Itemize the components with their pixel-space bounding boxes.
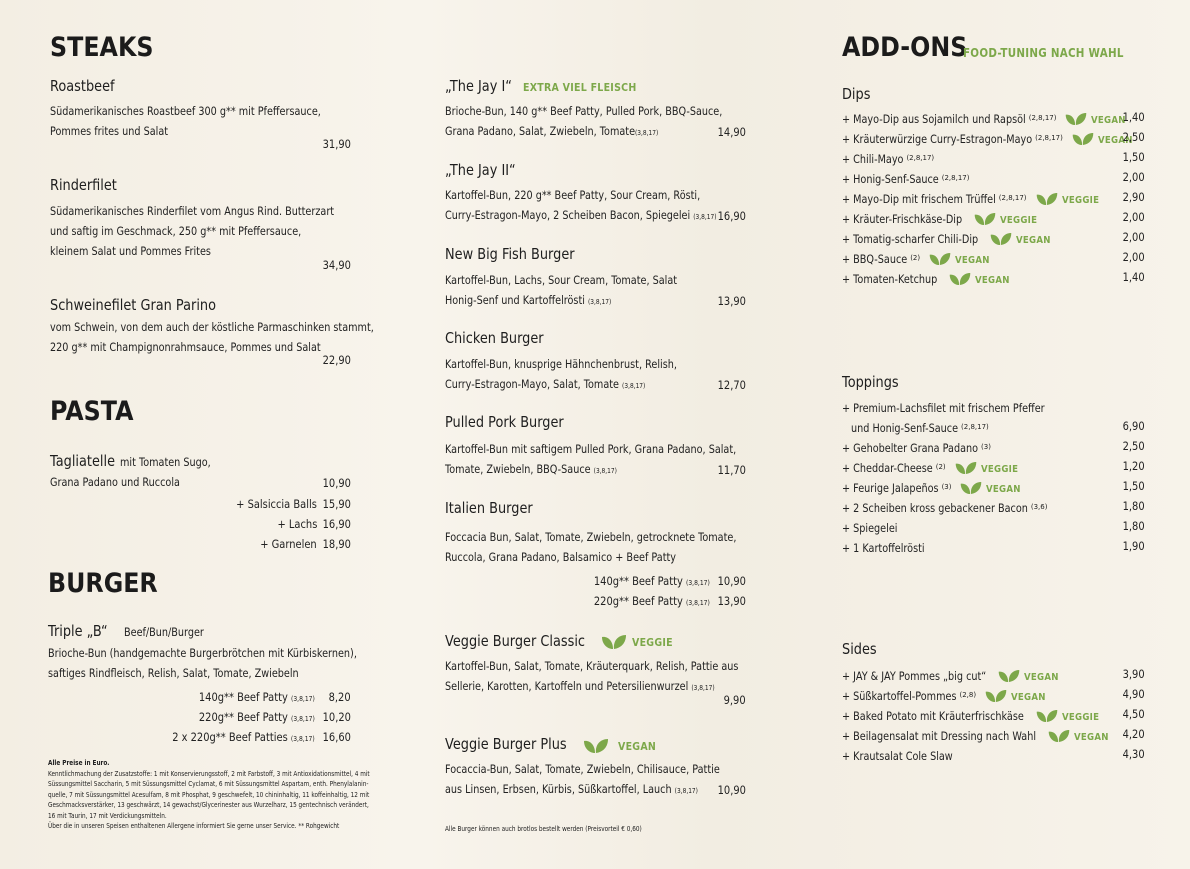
leaf-icon <box>600 633 628 651</box>
leaf-icon <box>1035 708 1059 724</box>
item-name: Veggie Burger Plus <box>445 735 567 753</box>
extra-label: + Lachs <box>277 517 317 531</box>
addon-item <box>842 249 920 269</box>
item-price: 13,90 <box>717 294 746 308</box>
item-price: 10,90 <box>717 783 746 797</box>
addon-label: + 1 Kartoffelrösti <box>842 541 925 555</box>
allergen-code: (3,8,17) <box>593 467 617 475</box>
sides-title: Sides <box>842 640 877 658</box>
item-desc <box>445 676 715 698</box>
item-desc: Brioche-Bun, 140 g** Beef Patty, Pulled Pork, BBQ-Sauce, <box>445 104 723 118</box>
vegan-tag: VEGAN <box>1016 235 1051 246</box>
leaf-icon <box>1071 131 1095 147</box>
allergen-code: (2,8) <box>959 691 977 699</box>
allergen-code: (3,8,17) <box>291 715 315 723</box>
vegan-badge <box>989 230 1056 248</box>
variant-text: 140g** Beef Patty <box>594 574 684 588</box>
allergen-code: (3,8,17) <box>693 213 717 221</box>
item-desc: Grana Padano und Ruccola <box>50 475 180 489</box>
item-price: 10,90 <box>322 476 351 490</box>
variant-price: 10,90 <box>717 574 746 588</box>
addon-price: 4,20 <box>1122 727 1145 741</box>
item-name: Pulled Pork Burger <box>445 413 564 431</box>
vegan-tag: VEGAN <box>1097 135 1133 146</box>
footnote-line: Geschmacksverstärker, 13 geschwärzt, 14 gewachst/Glycerinester aus Wurzelharz, 15 gentechnisch verändert, <box>48 801 369 809</box>
addon-label: + Premium-Lachsfilet mit frischem Pfeffer <box>842 401 1045 415</box>
footnote-line: quelle, 7 mit Süssungsmittel Acesulfam, 8 mit Phosphat, 9 geschwefelt, 10 chininhaltig, 11 koffeinhaltig, 12 mit <box>48 790 370 799</box>
desc-text: Honig-Senf und Kartoffelrösti <box>445 293 585 307</box>
addon-item <box>842 458 950 478</box>
addon-label: + Kräuterwürzige Curry-Estragon-Mayo <box>842 132 1033 146</box>
addon-item <box>842 666 1014 686</box>
leaf-icon <box>582 737 610 755</box>
item-desc: Focaccia-Bun, Salat, Tomate, Zwiebeln, Chilisauce, Pattie <box>445 762 720 776</box>
variant-label <box>594 574 710 588</box>
allergen-code: (2) <box>910 254 921 262</box>
addon-item <box>842 726 1073 746</box>
leaf-icon <box>954 460 978 476</box>
addons-subheading: FOOD-TUNING NACH WAHL <box>963 46 1124 60</box>
allergen-code: (3,6) <box>1030 503 1048 511</box>
variant-label <box>172 730 315 744</box>
vegan-badge <box>984 687 1051 705</box>
addon-label: und Honig-Senf-Sauce <box>851 421 959 435</box>
addon-price: 4,90 <box>1122 687 1145 701</box>
item-name: Veggie Burger Classic <box>445 632 586 650</box>
addon-price: 2,00 <box>1122 230 1145 244</box>
vegan-tag: VEGAN <box>1024 672 1060 683</box>
vegan-tag: VEGAN <box>1011 692 1046 703</box>
item-name: Italien Burger <box>445 499 533 517</box>
item-desc: Kartoffel-Bun, Lachs, Sour Cream, Tomate, Salat <box>445 273 678 287</box>
addon-label: + Baked Potato mit Kräuterfrischkäse <box>842 709 1024 723</box>
item-price: 34,90 <box>322 258 351 272</box>
item-desc: Foccacia Bun, Salat, Tomate, Zwiebeln, getrocknete Tomate, <box>445 530 737 544</box>
item-name: Schweinefilet Gran Parino <box>50 296 216 314</box>
variant-price: 10,20 <box>322 710 351 724</box>
allergen-code: (2,8,17) <box>998 194 1027 202</box>
addon-item <box>842 418 978 438</box>
addon-item <box>842 478 957 498</box>
allergen-code: (3,8,17) <box>686 579 710 587</box>
vegan-tag: VEGAN <box>955 255 990 266</box>
footnote-title: Alle Preise in Euro. <box>48 759 110 767</box>
pasta-heading: PASTA <box>50 396 134 427</box>
item-price: 16,90 <box>717 209 746 223</box>
vegan-tag: VEGAN <box>618 740 657 754</box>
veggie-badge <box>600 633 680 651</box>
item-name: Rinderfilet <box>50 176 117 194</box>
addon-price: 2,00 <box>1122 250 1145 264</box>
item-desc: kleinem Salat und Pommes Frites <box>50 244 211 258</box>
variant-text: 220g** Beef Patty <box>199 710 289 724</box>
extra-price: 18,90 <box>322 537 351 551</box>
addon-label: + Gehobelter Grana Padano <box>842 441 979 455</box>
veggie-badge <box>954 459 1024 477</box>
variant-text: 2 x 220g** Beef Patties <box>172 730 289 744</box>
footnote-line: Kenntlichmachung der Zusatzstoffe: 1 mit Konservierungsstoff, 2 mit Farbstoff, 3 mit Antioxidationsmittel, 4 mit <box>48 769 370 778</box>
addon-label: + 2 Scheiben kross gebackener Bacon <box>842 501 1028 515</box>
item-desc: Kartoffel-Bun mit saftigem Pulled Pork, Grana Padano, Salat, <box>445 442 737 456</box>
item-desc <box>445 205 717 227</box>
addon-label: + Kräuter-Frischkäse-Dip <box>842 212 963 226</box>
desc-text: Tomate, Zwiebeln, BBQ-Sauce <box>445 462 591 476</box>
allergen-code: (3,8,17) <box>635 129 659 137</box>
addon-price: 2,00 <box>1122 170 1145 184</box>
vegan-badge <box>582 737 663 755</box>
addon-price: 3,90 <box>1122 667 1145 681</box>
vegan-badge <box>948 270 1015 288</box>
addon-price: 2,00 <box>1122 210 1145 224</box>
extra-price: 16,90 <box>322 517 351 531</box>
item-desc: 220 g** mit Champignonrahmsauce, Pommes und Salat <box>50 340 321 354</box>
allergen-code: (3,8,17) <box>291 735 315 743</box>
burger-heading: BURGER <box>48 568 158 599</box>
vegan-tag: VEGAN <box>975 275 1011 286</box>
leaf-icon <box>997 668 1021 684</box>
item-name: Triple „B“ <box>48 622 108 640</box>
veggie-tag: VEGGIE <box>632 636 674 650</box>
veggie-tag: VEGGIE <box>1061 195 1099 206</box>
veggie-plus-title <box>445 735 586 754</box>
addon-label: + Mayo-Dip mit frischem Trüffel <box>842 192 996 206</box>
item-desc: saftiges Rindfleisch, Relish, Salat, Tomate, Zwiebeln <box>48 666 299 680</box>
addon-price: 1,80 <box>1122 499 1145 513</box>
leaf-icon <box>948 271 972 287</box>
addon-label: + Chili-Mayo <box>842 152 904 166</box>
addon-item <box>842 149 915 169</box>
extra-price: 15,90 <box>322 497 351 511</box>
item-name-suffix: mit Tomaten Sugo, <box>120 455 211 469</box>
footnote-line: Süssungsmittel Saccharin, 5 mit Süssungsmittel Cyclamat, 6 mit Süssungsmittel Aspartam, enth. Phenylalanin- <box>48 780 369 788</box>
addon-price: 1,20 <box>1122 459 1145 473</box>
desc-text: Grana Padano, Salat, Zwiebeln, Tomate <box>445 124 636 138</box>
item-name: New Big Fish Burger <box>445 245 575 263</box>
allergen-code: (2,8,17) <box>1028 114 1057 122</box>
addons-heading: ADD-ONS <box>842 32 968 63</box>
addon-price: 2,90 <box>1122 190 1145 204</box>
item-price: 9,90 <box>723 693 746 707</box>
veggie-badge <box>973 210 1043 228</box>
jay1-title <box>445 77 655 96</box>
vegan-badge <box>997 667 1064 685</box>
allergen-code: (2,8,17) <box>1035 134 1063 142</box>
extra-meat-tag: EXTRA VIEL FLEISCH <box>523 81 637 94</box>
desc-text: Curry-Estragon-Mayo, 2 Scheiben Bacon, Spiegelei <box>445 208 691 222</box>
pasta-item <box>50 452 228 472</box>
variant-label <box>199 710 315 724</box>
allergen-code: (2,8,17) <box>906 154 935 162</box>
toppings-title: Toppings <box>842 373 899 391</box>
veggie-tag: VEGGIE <box>1000 215 1038 226</box>
addon-item <box>842 398 1083 418</box>
item-desc <box>445 290 611 312</box>
veggie-badge <box>1035 707 1105 725</box>
addon-price: 1,50 <box>1122 479 1145 493</box>
item-price: 22,90 <box>322 353 351 367</box>
item-desc: Pommes frites und Salat <box>50 124 169 138</box>
item-desc: Kartoffel-Bun, 220 g** Beef Patty, Sour Cream, Rösti, <box>445 188 701 202</box>
footnote <box>48 758 376 832</box>
item-desc: Südamerikanisches Rinderfilet vom Angus Rind. Butterzart <box>50 204 335 218</box>
vegan-badge <box>1047 727 1114 745</box>
item-desc: Ruccola, Grana Padano, Balsamico + Beef Patty <box>445 550 677 564</box>
dips-title: Dips <box>842 85 871 103</box>
item-name: „The Jay I“ <box>445 77 512 95</box>
item-name: Roastbeef <box>50 77 115 95</box>
item-desc: Südamerikanisches Roastbeef 300 g** mit Pfeffersauce, <box>50 104 321 118</box>
addon-label: + JAY & JAY Pommes „big cut“ <box>842 669 987 683</box>
desc-text: Curry-Estragon-Mayo, Salat, Tomate <box>445 377 619 391</box>
addon-item <box>842 746 974 766</box>
item-desc <box>445 779 698 801</box>
addon-price: 4,30 <box>1122 747 1145 761</box>
item-name-suffix: Beef/Bun/Burger <box>123 625 204 639</box>
addon-item <box>842 438 1004 458</box>
addon-item <box>842 706 1058 726</box>
variant-text: 220g** Beef Patty <box>594 594 684 608</box>
addon-label: + Honig-Senf-Sauce <box>842 172 939 186</box>
addon-label: + Cheddar-Cheese <box>842 461 933 475</box>
desc-text: aus Linsen, Erbsen, Kürbis, Süßkartoffel, Lauch <box>445 782 672 796</box>
item-name: „The Jay II“ <box>445 161 516 179</box>
burger-note: Alle Burger können auch brotlos bestellt werden (Preisvorteil € 0,60) <box>445 825 642 833</box>
addon-price: 6,90 <box>1122 419 1145 433</box>
leaf-icon <box>1064 111 1088 127</box>
item-desc: Kartoffel-Bun, Salat, Tomate, Kräuterquark, Relish, Pattie aus <box>445 659 739 673</box>
addon-item <box>842 229 1004 249</box>
leaf-icon <box>1035 191 1059 207</box>
item-desc <box>445 121 658 143</box>
addon-item <box>842 169 957 189</box>
addon-label: + Spiegelei <box>842 521 898 535</box>
variant-price: 13,90 <box>717 594 746 608</box>
addon-label: + Feurige Jalapeños <box>842 481 939 495</box>
triple-b-title <box>48 622 219 642</box>
item-price: 12,70 <box>717 378 746 392</box>
allergen-code: (2,8,17) <box>961 423 989 431</box>
footnote-line: Über die in unseren Speisen enthaltenen Allergene informiert Sie gerne unser Service. ** Rohgewicht <box>48 822 340 830</box>
steaks-heading: STEAKS <box>50 32 154 63</box>
leaf-icon <box>959 480 983 496</box>
allergen-code: (3,8,17) <box>686 599 710 607</box>
item-name: Tagliatelle <box>50 452 116 470</box>
item-price: 11,70 <box>717 463 746 477</box>
addon-label: + Süßkartoffel-Pommes <box>842 689 957 703</box>
item-price: 31,90 <box>322 137 351 151</box>
allergen-code: (3) <box>981 443 991 451</box>
item-desc: Brioche-Bun (handgemachte Burgerbrötchen mit Kürbiskernen), <box>48 646 357 660</box>
veggie-classic-title <box>445 632 608 651</box>
addon-item <box>842 686 978 706</box>
allergen-code: (3,8,17) <box>291 695 315 703</box>
addon-label: + BBQ-Sauce <box>842 252 908 266</box>
addon-price: 1,50 <box>1122 150 1145 164</box>
veggie-badge <box>1035 190 1105 208</box>
leaf-icon <box>984 688 1008 704</box>
vegan-tag: VEGAN <box>1091 115 1127 126</box>
allergen-code: (3,8,17) <box>587 298 612 306</box>
addon-price: 2,50 <box>1122 130 1145 144</box>
extra-label: + Garnelen <box>260 537 317 551</box>
addon-label: + Mayo-Dip aus Sojamilch und Rapsöl <box>842 112 1026 126</box>
addon-item <box>842 189 1025 209</box>
vegan-tag: VEGAN <box>1074 732 1109 743</box>
addon-item <box>842 269 955 289</box>
veggie-tag: VEGGIE <box>1061 712 1100 723</box>
addon-price: 1,80 <box>1122 519 1145 533</box>
vegan-tag: VEGAN <box>986 484 1022 495</box>
variant-label <box>199 690 315 704</box>
leaf-icon <box>973 211 997 227</box>
item-price: 14,90 <box>717 125 746 139</box>
addon-label: + Tomatig-scharfer Chili-Dip <box>842 232 979 246</box>
allergen-code: (3,8,17) <box>622 382 646 390</box>
addon-price: 4,50 <box>1122 707 1145 721</box>
addon-price: 2,50 <box>1122 439 1145 453</box>
item-desc <box>445 459 617 481</box>
addon-item <box>842 209 985 229</box>
variant-label <box>594 594 710 608</box>
addon-price: 1,40 <box>1122 270 1145 284</box>
addon-item <box>842 538 940 558</box>
vegan-badge <box>959 479 1026 497</box>
item-desc: und saftig im Geschmack, 250 g** mit Pfeffersauce, <box>50 224 302 238</box>
leaf-icon <box>928 251 952 267</box>
item-desc <box>445 374 645 396</box>
addon-item <box>842 518 908 538</box>
addon-price: 1,90 <box>1122 539 1145 553</box>
allergen-code: (3,8,17) <box>674 787 698 795</box>
allergen-code: (2,8,17) <box>941 174 970 182</box>
variant-price: 16,60 <box>322 730 351 744</box>
item-desc: Kartoffel-Bun, knusprige Hähnchenbrust, Relish, <box>445 357 677 371</box>
variant-price: 8,20 <box>328 690 351 704</box>
leaf-icon <box>989 231 1013 247</box>
allergen-code: (3) <box>941 483 952 491</box>
allergen-code: (3,8,17) <box>691 684 715 692</box>
footnote-line: 16 mit Taurin, 17 mit Verdickungsmitteln. <box>48 811 167 820</box>
item-desc: vom Schwein, von dem auch der köstliche Parmaschinken stammt, <box>50 320 374 334</box>
extra-label: + Salsiccia Balls <box>236 497 317 511</box>
variant-text: 140g** Beef Patty <box>199 690 289 704</box>
allergen-code: (2) <box>935 463 946 471</box>
desc-text: Sellerie, Karotten, Kartoffeln und Petersilienwurzel <box>445 679 689 693</box>
addon-label: + Tomaten-Ketchup <box>842 272 938 286</box>
addon-label: + Krautsalat Cole Slaw <box>842 749 953 763</box>
addon-label: + Beilagensalat mit Dressing nach Wahl <box>842 729 1037 743</box>
item-name: Chicken Burger <box>445 329 544 347</box>
veggie-tag: VEGGIE <box>980 464 1018 475</box>
leaf-icon <box>1047 728 1071 744</box>
vegan-badge <box>928 250 995 268</box>
addon-price: 1,40 <box>1122 110 1145 124</box>
